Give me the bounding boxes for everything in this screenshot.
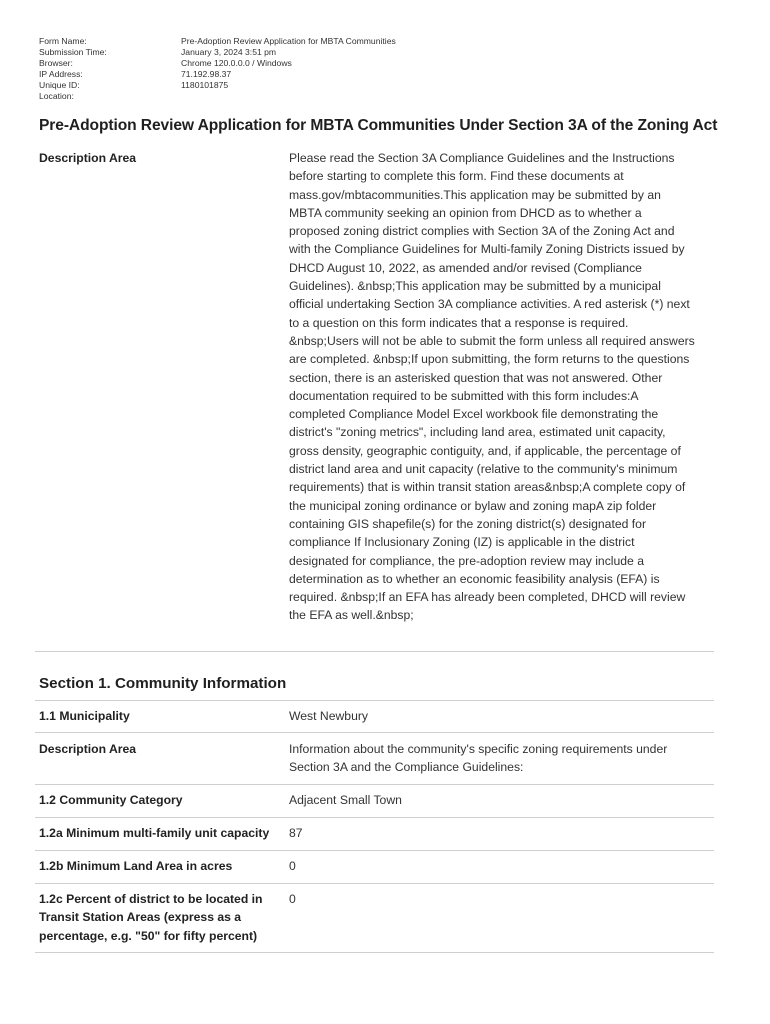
text-line: the municipal zoning ordinance or bylaw and zoning mapA zip folder xyxy=(289,498,657,513)
text-line: containing GIS shapefile(s) for the zoning district(s) designated for xyxy=(289,516,647,531)
field-value: West Newbury xyxy=(289,709,369,723)
text-line: the EFA as well.&nbsp; xyxy=(289,608,414,623)
municipality-row xyxy=(35,707,714,725)
meta-value: Chrome 120.0.0.0 / Windows xyxy=(181,58,292,69)
text-line: before starting to complete this form. Find these documents at xyxy=(289,169,624,184)
text-line: requirements) that is within transit station areas&nbsp;A complete copy of xyxy=(289,480,686,495)
meta-row-location xyxy=(39,91,396,102)
text-line: MBTA community seeking an opinion from DHCD as to whether a xyxy=(289,205,642,220)
field-value: 0 xyxy=(289,859,296,873)
text-line: required. &nbsp;If an EFA has already been completed, DHCD will review xyxy=(289,590,686,605)
meta-label: Form Name: xyxy=(39,36,87,46)
meta-label: IP Address: xyxy=(39,69,83,80)
meta-label: Submission Time: xyxy=(39,47,107,58)
divider xyxy=(35,700,714,701)
field-value: 87 xyxy=(289,826,303,840)
text-line: district land area and unit capacity (relative to the community's minimum xyxy=(289,462,678,477)
meta-row-ip-address xyxy=(39,69,396,80)
field-value: 0 xyxy=(289,892,296,906)
field-label: 1.2a Minimum multi-family unit capacity xyxy=(39,826,270,840)
meta-row-browser xyxy=(39,58,396,69)
text-line: designated for compliance, the pre-adoption review may include a xyxy=(289,553,644,568)
field-label: Description Area xyxy=(39,742,137,756)
divider xyxy=(35,883,714,884)
text-line: &nbsp;Users will not be able to submit the form unless all required answers xyxy=(289,333,695,348)
community-category-row xyxy=(35,791,714,809)
divider xyxy=(35,850,714,851)
transit-station-percent-row xyxy=(35,890,714,945)
text-line: are completed. &nbsp;If upon submitting, the form returns to the questions xyxy=(289,352,690,367)
meta-label: Browser: xyxy=(39,58,73,69)
text-line: mass.gov/mbtacommunities.This application may be submitted by an xyxy=(289,187,661,202)
text-line: Please read the Section 3A Compliance Guidelines and the Instructions xyxy=(289,151,675,165)
text-line: section, there is an asterisked question that was not answered. Other xyxy=(289,370,663,385)
meta-row-form-name xyxy=(39,36,396,47)
label-line: percentage, e.g. "50" for fifty percent) xyxy=(39,928,258,943)
field-label: Description Area xyxy=(39,151,137,165)
meta-value: Pre-Adoption Review Application for MBTA Communities xyxy=(181,36,396,46)
field-label: 1.1 Municipality xyxy=(39,709,130,723)
text-line: proposed zoning district complies with Section 3A of the Zoning Act and xyxy=(289,224,675,239)
text-line: official undertaking Section 3A compliance activities. A red asterisk (*) next xyxy=(289,297,690,312)
intro-description-row xyxy=(35,149,714,625)
meta-value: January 3, 2024 3:51 pm xyxy=(181,47,277,58)
text-line: to a question on this form indicates that a response is required. xyxy=(289,315,629,330)
divider xyxy=(35,952,714,953)
field-label xyxy=(35,890,289,945)
min-unit-capacity-row xyxy=(35,824,714,842)
section-1-description-text xyxy=(289,740,714,777)
text-line: district's "zoning metrics", including land area, estimated unit capacity, xyxy=(289,425,666,440)
text-line: completed Compliance Model Excel workbook file demonstrating the xyxy=(289,407,659,422)
intro-description-text xyxy=(289,149,714,625)
text-line: documentation required to be submitted with this form includes:A xyxy=(289,388,639,403)
text-line: Guidelines). &nbsp;This application may be submitted by a municipal xyxy=(289,279,661,294)
meta-label: Unique ID: xyxy=(39,80,80,91)
text-line: gross density, geographic contiguity, and, if applicable, the percentage of xyxy=(289,443,681,458)
text-line: with the Compliance Guidelines for Multi-family Zoning Districts issued by xyxy=(289,242,685,257)
text-line: DHCD August 10, 2022, as amended and/or revised (Compliance xyxy=(289,260,642,275)
divider xyxy=(35,651,714,652)
document-title: Pre-Adoption Review Application for MBTA Communities Under Section 3A of the Zoning Act xyxy=(39,117,718,134)
field-label: 1.2b Minimum Land Area in acres xyxy=(39,859,233,873)
text-line: Section 3A and the Compliance Guidelines: xyxy=(289,760,524,775)
divider xyxy=(35,732,714,733)
meta-value: 71.192.98.37 xyxy=(181,69,232,80)
meta-row-submission-time xyxy=(39,47,396,58)
text-line: Information about the community's specific zoning requirements under xyxy=(289,742,668,756)
divider xyxy=(35,784,714,785)
section-1-title: Section 1. Community Information xyxy=(39,675,287,692)
label-line: 1.2c Percent of district to be located in xyxy=(39,892,263,906)
text-line: compliance If Inclusionary Zoning (IZ) is applicable in the district xyxy=(289,535,635,550)
divider xyxy=(35,817,714,818)
label-line: Transit Station Areas (express as a xyxy=(39,910,242,925)
text-line: determination as to whether an economic feasibility analysis (EFA) is xyxy=(289,571,660,586)
meta-value: 1180101875 xyxy=(181,80,229,91)
meta-label: Location: xyxy=(39,91,74,102)
meta-row-unique-id xyxy=(39,80,396,91)
field-value: Adjacent Small Town xyxy=(289,793,402,807)
section-1-description-row xyxy=(35,740,714,777)
min-land-area-row xyxy=(35,857,714,875)
field-label: 1.2 Community Category xyxy=(39,793,183,807)
submission-metadata xyxy=(39,36,396,103)
